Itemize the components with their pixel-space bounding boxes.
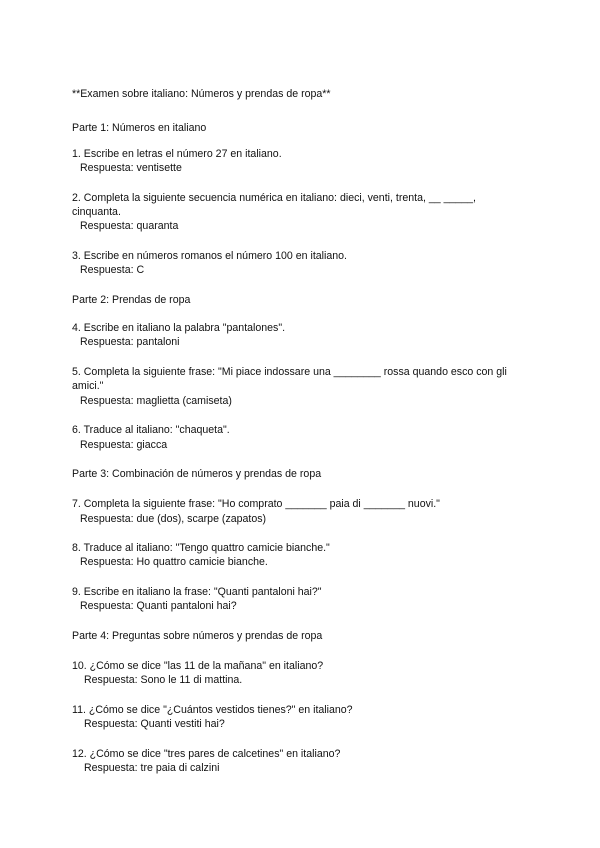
- question-2: 2. Completa la siguiente secuencia numérica en italiano: dieci, venti, trenta, __ _____,: [72, 192, 476, 204]
- exam-title: **Examen sobre italiano: Números y prendas de ropa**: [72, 88, 331, 100]
- answer-3: Respuesta: C: [80, 264, 145, 276]
- answer-4: Respuesta: pantaloni: [80, 336, 180, 348]
- answer-7: Respuesta: due (dos), scarpe (zapatos): [80, 513, 267, 525]
- question-12: 12. ¿Cómo se dice "tres pares de calcetines" en italiano?: [72, 748, 341, 760]
- answer-8: Respuesta: Ho quattro camicie bianche.: [80, 556, 268, 568]
- answer-12: Respuesta: tre paia di calzini: [84, 762, 220, 774]
- answer-9: Respuesta: Quanti pantaloni hai?: [80, 600, 237, 612]
- section-heading-2: Parte 2: Prendas de ropa: [72, 294, 191, 306]
- question-11: 11. ¿Cómo se dice "¿Cuántos vestidos tienes?" en italiano?: [72, 704, 353, 716]
- question-3: 3. Escribe en números romanos el número 100 en italiano.: [72, 250, 348, 262]
- question-6: 6. Traduce al italiano: "chaqueta".: [72, 424, 230, 436]
- answer-5: Respuesta: maglietta (camiseta): [80, 395, 232, 407]
- question-2-cont: cinquanta.: [72, 206, 121, 218]
- question-5-cont: amici.": [72, 380, 104, 392]
- answer-1: Respuesta: ventisette: [80, 162, 182, 174]
- answer-6: Respuesta: giacca: [80, 439, 168, 451]
- section-heading-1: Parte 1: Números en italiano: [72, 122, 207, 134]
- question-5: 5. Completa la siguiente frase: "Mi piace indossare una ________ rossa quando esco con gli: [72, 366, 507, 378]
- question-9: 9. Escribe en italiano la frase: "Quanti pantaloni hai?": [72, 586, 322, 598]
- question-1: 1. Escribe en letras el número 27 en italiano.: [72, 148, 282, 160]
- answer-10: Respuesta: Sono le 11 di mattina.: [84, 674, 243, 686]
- answer-2: Respuesta: quaranta: [80, 220, 179, 232]
- question-8: 8. Traduce al italiano: "Tengo quattro camicie bianche.": [72, 542, 330, 554]
- question-10: 10. ¿Cómo se dice "las 11 de la mañana" en italiano?: [72, 660, 324, 672]
- section-heading-4: Parte 4: Preguntas sobre números y prendas de ropa: [72, 630, 323, 642]
- question-7: 7. Completa la siguiente frase: "Ho comprato _______ paia di _______ nuovi.": [72, 498, 440, 510]
- question-4: 4. Escribe en italiano la palabra "pantalones".: [72, 322, 286, 334]
- section-heading-3: Parte 3: Combinación de números y prendas de ropa: [72, 468, 322, 480]
- answer-11: Respuesta: Quanti vestiti hai?: [84, 718, 225, 730]
